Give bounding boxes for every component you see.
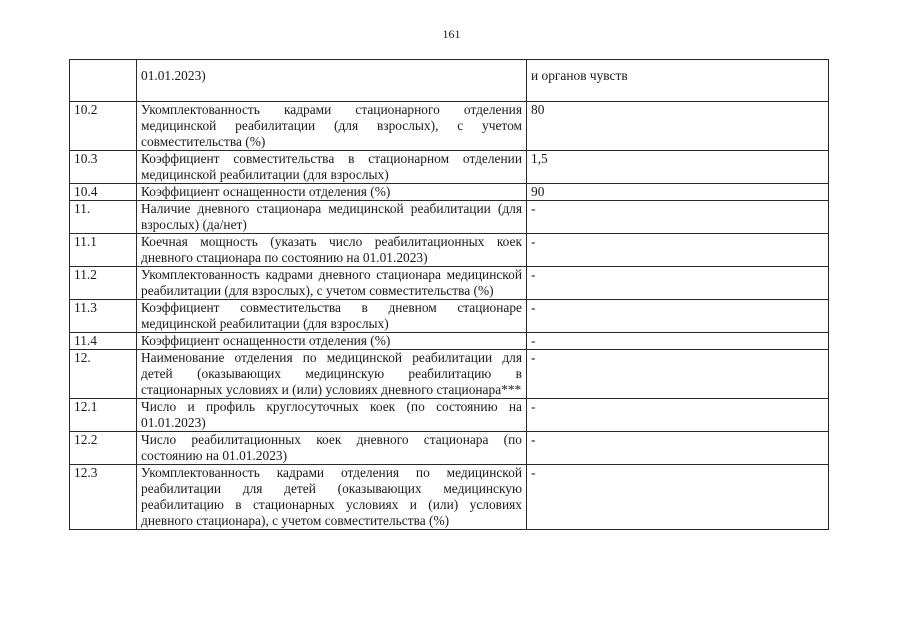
row-value: - <box>527 350 829 399</box>
table-row <box>70 300 829 333</box>
row-number: 12. <box>70 350 137 399</box>
row-number: 11.1 <box>70 234 137 267</box>
row-indicator: Укомплектованность кадрами стационарного отделения медицинской реабилитации (для взрослых), с учетом совместительства (%) <box>137 102 527 151</box>
row-indicator: Укомплектованность кадрами дневного стационара медицинской реабилитации (для взрослых), с учетом совместительства (%) <box>137 267 527 300</box>
row-value: - <box>527 201 829 234</box>
row-value: и органов чувств <box>527 60 829 102</box>
row-indicator: Коэффициент совместительства в дневном стационаре медицинской реабилитации (для взрослых) <box>137 300 527 333</box>
row-number: 11.3 <box>70 300 137 333</box>
row-value: - <box>527 399 829 432</box>
table-row <box>70 60 829 102</box>
table-row <box>70 234 829 267</box>
row-number <box>70 60 137 102</box>
table-row <box>70 267 829 300</box>
row-value: - <box>527 267 829 300</box>
row-indicator: Коэффициент совместительства в стационарном отделении медицинской реабилитации (для взрослых) <box>137 151 527 184</box>
table-row <box>70 184 829 201</box>
table-row <box>70 151 829 184</box>
row-value: - <box>527 465 829 530</box>
row-number: 12.2 <box>70 432 137 465</box>
row-indicator: Число реабилитационных коек дневного стационара (по состоянию на 01.01.2023) <box>137 432 527 465</box>
row-indicator: Укомплектованность кадрами отделения по медицинской реабилитации для детей (оказывающих медицинскую реабилитацию в стационарных условиях и (или) условиях дневного стационара), с учетом совместительства (%) <box>137 465 527 530</box>
row-value: - <box>527 333 829 350</box>
table-row <box>70 465 829 530</box>
row-number: 11. <box>70 201 137 234</box>
row-indicator: Коэффициент оснащенности отделения (%) <box>137 333 527 350</box>
row-number: 10.2 <box>70 102 137 151</box>
table-row <box>70 350 829 399</box>
row-value: 1,5 <box>527 151 829 184</box>
row-indicator: Число и профиль круглосуточных коек (по состоянию на 01.01.2023) <box>137 399 527 432</box>
row-indicator: Наименование отделения по медицинской реабилитации для детей (оказывающих медицинскую реабилитацию в стационарных условиях и (или) условиях дневного стационара*** <box>137 350 527 399</box>
row-value: 80 <box>527 102 829 151</box>
row-value: - <box>527 432 829 465</box>
row-number: 11.4 <box>70 333 137 350</box>
indicators-table <box>69 59 829 530</box>
table-row <box>70 399 829 432</box>
table-row <box>70 333 829 350</box>
row-indicator: Коэффициент оснащенности отделения (%) <box>137 184 527 201</box>
row-indicator: Коечная мощность (указать число реабилитационных коек дневного стационара по состоянию на 01.01.2023) <box>137 234 527 267</box>
row-number: 12.1 <box>70 399 137 432</box>
row-value: 90 <box>527 184 829 201</box>
row-indicator: 01.01.2023) <box>137 60 527 102</box>
row-indicator: Наличие дневного стационара медицинской реабилитации (для взрослых) (да/нет) <box>137 201 527 234</box>
table-row <box>70 432 829 465</box>
table-row <box>70 201 829 234</box>
table-row <box>70 102 829 151</box>
row-value: - <box>527 234 829 267</box>
row-number: 12.3 <box>70 465 137 530</box>
row-number: 10.3 <box>70 151 137 184</box>
page-number: 161 <box>442 27 461 41</box>
row-number: 10.4 <box>70 184 137 201</box>
row-number: 11.2 <box>70 267 137 300</box>
row-value: - <box>527 300 829 333</box>
